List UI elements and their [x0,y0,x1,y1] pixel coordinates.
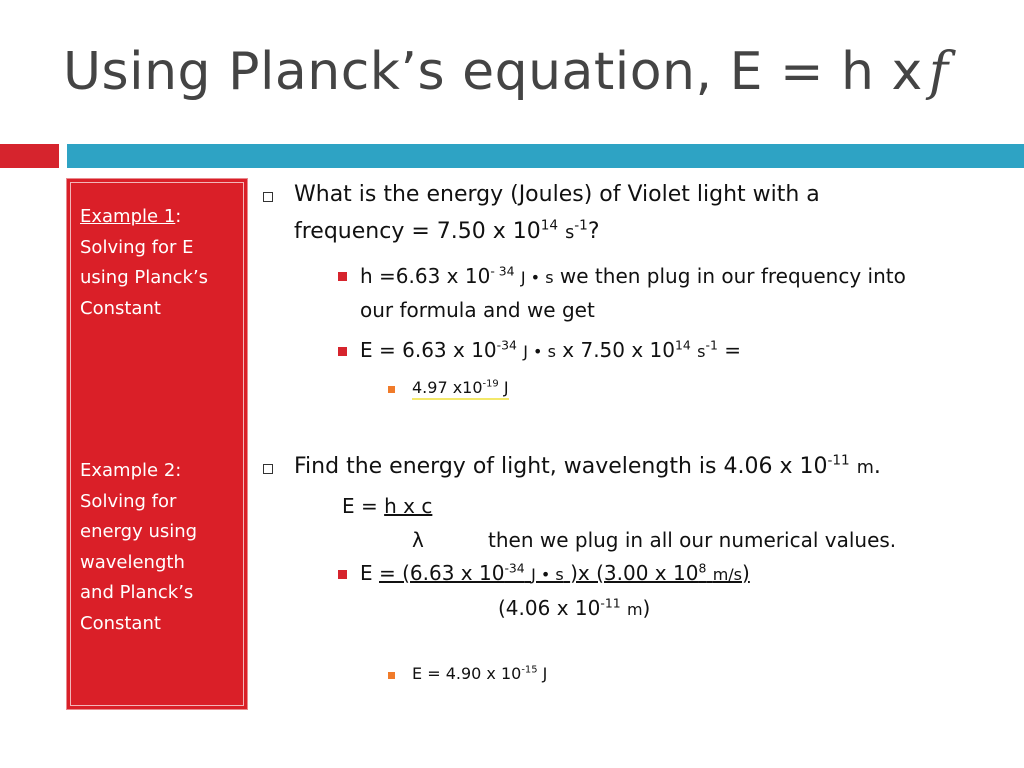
formula-note: then we plug in all our numerical values. [488,528,897,552]
h-value: h =6.63 x 10 [360,264,491,288]
e-exponent-1: -34 [496,337,517,353]
example-1-line: Solving for E [80,236,194,258]
red-square-bullet-icon [338,272,347,281]
sub-planck: = (6.63 x 10 [379,561,505,585]
answer-1-highlight [412,378,509,400]
sub-close: ) [742,561,750,585]
frequency-symbol: f [928,42,949,102]
planck-constant-line [360,264,906,288]
q1-end: ? [587,219,600,244]
sub-unit-2: m/s [712,565,742,584]
answer-2-exponent: -15 [521,664,538,676]
sub-den-unit: m [626,600,643,619]
substitution-line [360,561,750,585]
sub-wavelength: (4.06 x 10 [498,596,601,620]
answer-1 [412,378,509,397]
q2-unit: m [856,458,874,478]
q2-exponent: -11 [827,452,850,469]
q1-frequency: frequency = 7.50 x 10 [294,219,541,244]
title-text: Using Planck’s equation, E = h x [63,42,923,102]
q1-unit: s [565,223,575,243]
example-2-line: Constant [80,612,161,634]
q1-exponent: 14 [540,217,559,234]
answer-1-unit: J [503,378,509,397]
e-unit-2: s [697,342,706,361]
answer-1-value: 4.97 x10 [412,378,483,397]
orange-square-bullet-icon [388,386,395,393]
question-2 [294,454,881,479]
example-1-colon: : [175,206,182,227]
question-1-line-1: What is the energy (Joules) of Violet light with a [294,182,820,207]
e-unit-1: J • s [523,342,556,361]
formula-denominator: λ [412,528,424,552]
example-1-label: Example 1 [80,206,176,227]
example-2-line: energy using [80,521,198,542]
h-text: we then plug in our frequency into [559,264,906,288]
example-1-line: Constant [80,297,161,319]
sub-unit-1: J • s [531,565,564,584]
q2-end: . [873,454,881,479]
e-equals: = [724,338,741,362]
example-2-line: Solving for [80,490,177,512]
formula-numerator: h x c [384,494,433,518]
sub-den-exponent: -11 [600,595,621,611]
e-coefficient: E = 6.63 x 10 [360,338,497,362]
hollow-square-bullet-icon [263,192,273,202]
answer-1-exponent: -19 [482,378,499,390]
sub-speed: )x (3.00 x 10 [570,561,699,585]
planck-constant-line-2: our formula and we get [360,298,595,322]
answer-2-unit: J [542,664,548,683]
q1-unit-exponent: -1 [574,217,588,234]
answer-2-value: E = 4.90 x 10 [412,664,522,683]
sub-lhs: E [360,561,373,585]
formula-lhs: E = [342,494,378,518]
sub-numerator [379,561,750,585]
h-exponent: - 34 [490,263,515,279]
e-exponent-2: 14 [675,337,691,353]
energy-calculation-line [360,338,741,362]
red-square-bullet-icon [338,347,347,356]
sub-den-close: ) [642,596,651,620]
e-frequency: x 7.50 x 10 [562,338,676,362]
example-2-line: wavelength [80,551,185,573]
red-square-bullet-icon [338,570,347,579]
answer-2 [412,664,547,683]
h-unit: J • s [520,268,554,287]
hollow-square-bullet-icon [263,464,273,474]
example-2-line: Example 2: [80,460,182,481]
q2-text: Find the energy of light, wavelength is 4.06 x 10 [294,454,828,479]
e-exponent-3: -1 [705,337,718,353]
substitution-denominator [498,596,650,620]
sub-exponent-1: -34 [504,560,525,576]
formula-numerator-line [342,494,432,518]
sub-exponent-2: 8 [698,560,707,576]
example-2-line: and Planck’s [80,582,194,603]
orange-square-bullet-icon [388,672,395,679]
question-1-line-2 [294,219,600,244]
example-1-line: using Planck’s [80,267,209,288]
